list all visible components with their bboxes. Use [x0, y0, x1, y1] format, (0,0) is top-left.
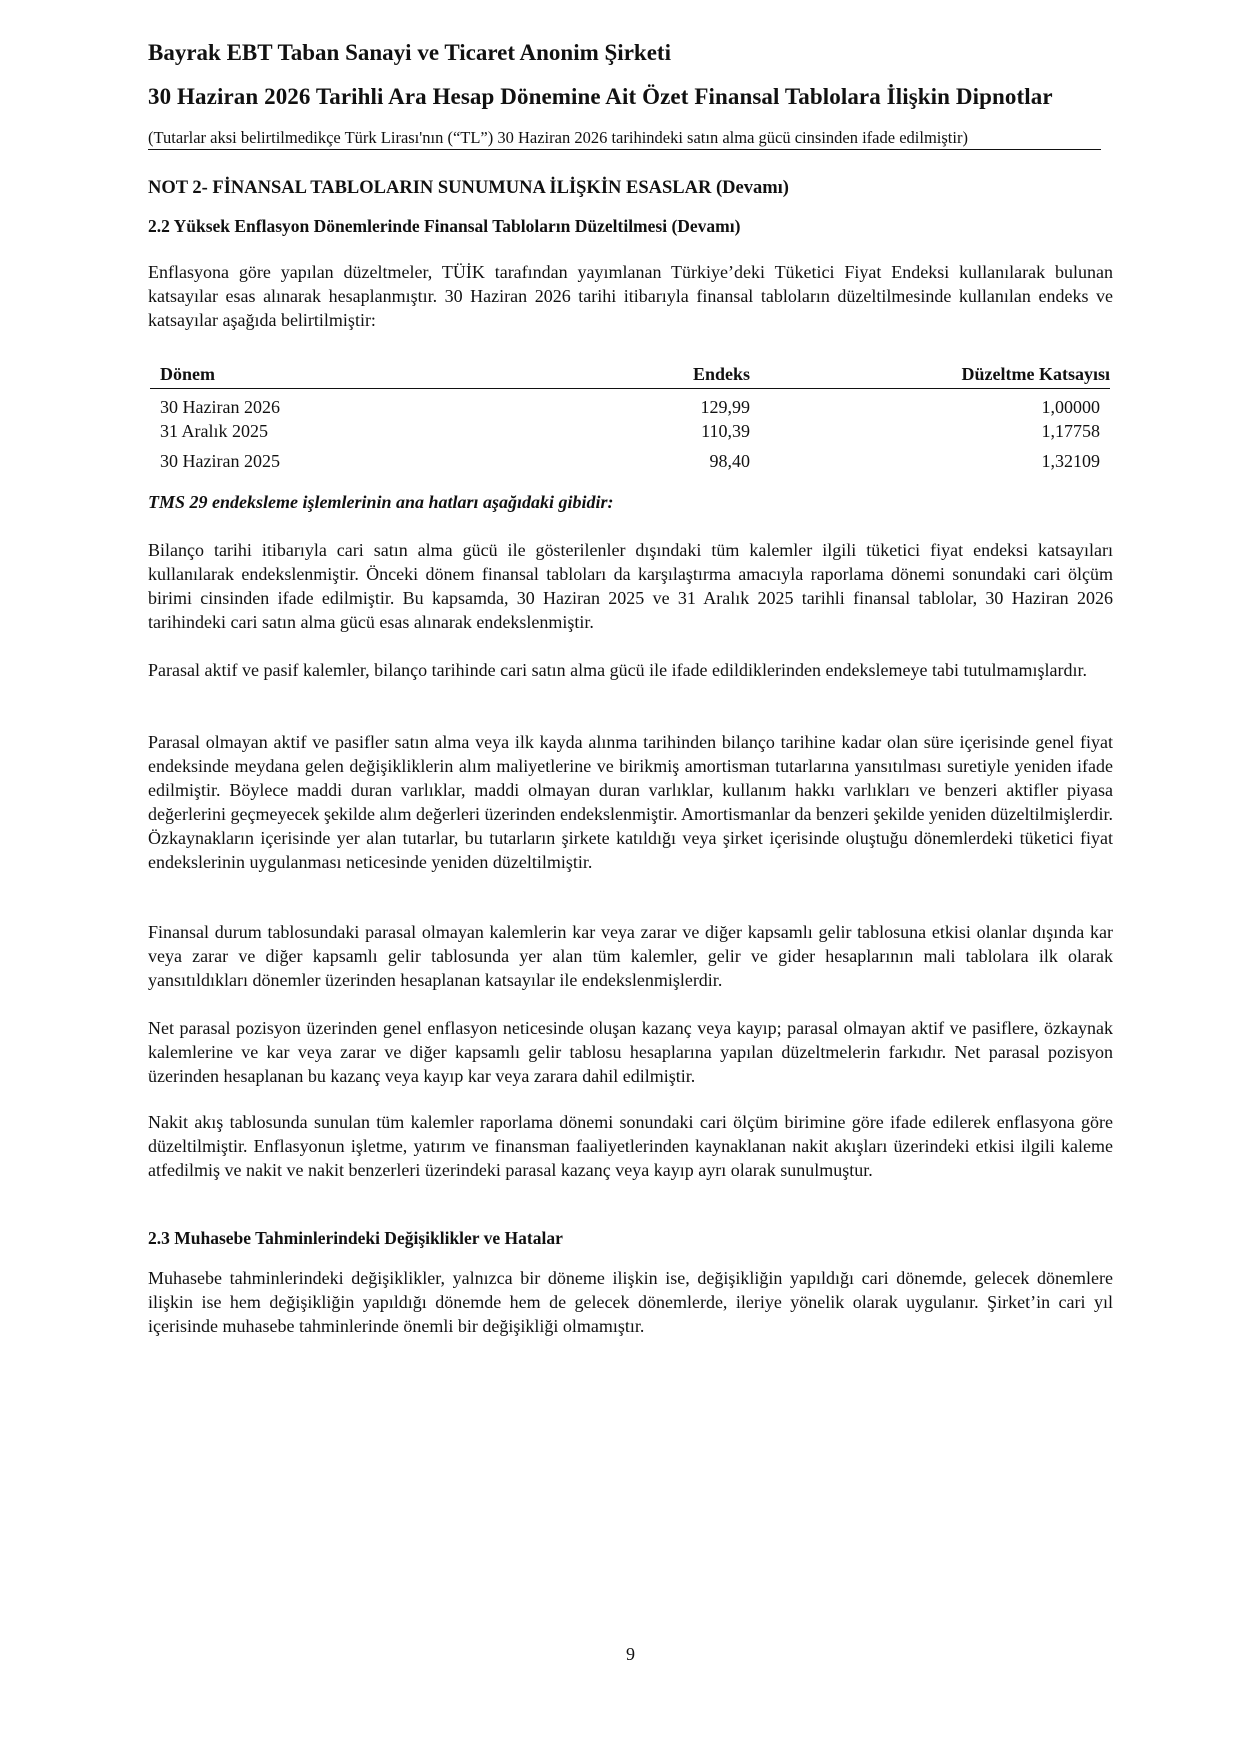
column-header-coefficient: Düzeltme Katsayısı	[750, 362, 1110, 389]
index-cell: 129,99	[700, 396, 750, 417]
period-cell: 31 Aralık 2025	[160, 420, 268, 441]
coefficient-cell: 1,00000	[1041, 396, 1100, 417]
coefficient-cell: 1,17758	[1041, 420, 1100, 441]
section-2-2-intro: Enflasyona göre yapılan düzeltmeler, TÜİK tarafından yayımlanan Türkiye’deki Tüketici Fiyat Endeksi kullanılarak bulunan katsayılar esas alınarak hesaplanmıştır. 30 Haziran 2026 tarihi itibarıyla finansal tabloların düzeltilmesinde kullanılan endeks ve katsayılar aşağıda belirtilmiştir:	[148, 262, 1113, 330]
note-title: NOT 2- FİNANSAL TABLOLARIN SUNUMUNA İLİŞKİN ESASLAR (Devamı)	[148, 178, 789, 198]
paragraph: Net parasal pozisyon üzerinden genel enflasyon neticesinde oluşan kazanç veya kayıp; parasal olmayan aktif ve pasiflere, özkaynak kalemlerine ve kar veya zarar ve diğer kapsamlı gelir tablosu hesaplarına yapılan düzeltmelerin farkıdır. Net parasal pozisyon üzerinden hesaplanan bu kazanç veya kayıp kar veya zarara dahil edilmiştir.	[148, 1018, 1113, 1086]
section-2-2-title: 2.2 Yüksek Enflasyon Dönemlerinde Finansal Tabloların Düzeltilmesi (Devamı)	[148, 216, 741, 236]
coefficient-cell: 1,32109	[1041, 450, 1100, 471]
period-cell: 30 Haziran 2025	[160, 450, 280, 471]
page-number: 9	[626, 1644, 635, 1664]
section-2-3-paragraph: Muhasebe tahminlerindeki değişiklikler, yalnızca bir döneme ilişkin ise, değişikliğin yapıldığı cari dönemde, gelecek dönemlere ilişkin ise hem değişikliğin yapıldığı dönemde hem de gelecek dönemlerde, ileriye yönelik olarak uygulanır. Şirket’in cari yıl içerisinde muhasebe tahminlerinde önemli bir değişikliği olmamıştır.	[148, 1268, 1113, 1336]
document-subtitle: (Tutarlar aksi belirtilmedikçe Türk Lirası'nın (“TL”) 30 Haziran 2026 tarihindeki satın alma gücü cinsinden ifade edilmiştir)	[148, 128, 1101, 150]
index-cell: 98,40	[709, 450, 750, 471]
index-table	[150, 362, 1110, 473]
company-name: Bayrak EBT Taban Sanayi ve Ticaret Anonim Şirketi	[148, 40, 671, 65]
table-row	[150, 419, 1110, 443]
tms29-heading: TMS 29 endeksleme işlemlerinin ana hatları aşağıdaki gibidir:	[148, 492, 614, 512]
column-header-index: Endeks	[550, 362, 750, 389]
table-row	[150, 443, 1110, 473]
paragraph: Bilanço tarihi itibarıyla cari satın alma gücü ile gösterilenler dışındaki tüm kalemler ilgili tüketici fiyat endeksi katsayıları kullanılarak endekslenmiştir. Önceki dönem finansal tabloları da karşılaştırma amacıyla raporlama dönemi sonundaki cari ölçüm birimi cinsinden ifade edilmiştir. Bu kapsamda, 30 Haziran 2025 ve 31 Aralık 2025 tarihli finansal tablolar, 30 Haziran 2026 tarihindeki cari satın alma gücü esas alınarak endekslenmiştir.	[148, 540, 1113, 632]
column-header-period: Dönem	[150, 362, 550, 389]
table-header-row	[150, 362, 1110, 389]
document-title: 30 Haziran 2026 Tarihli Ara Hesap Dönemine Ait Özet Finansal Tablolara İlişkin Dipnotlar	[148, 84, 1053, 109]
index-cell: 110,39	[701, 420, 750, 441]
period-cell: 30 Haziran 2026	[160, 396, 280, 417]
paragraph: Nakit akış tablosunda sunulan tüm kalemler raporlama dönemi sonundaki cari ölçüm birimine göre ifade edilerek enflasyona göre düzeltilmiştir. Enflasyonun işletme, yatırım ve finansman faaliyetlerinden kaynaklanan nakit akışları üzerindeki etkisi ilgili kaleme atfedilmiş ve nakit ve nakit benzerleri üzerindeki parasal kazanç veya kayıp ayrı olarak sunulmuştur.	[148, 1112, 1113, 1180]
paragraph: Parasal aktif ve pasif kalemler, bilanço tarihinde cari satın alma gücü ile ifade edildiklerinden endekslemeye tabi tutulmamışlardır.	[148, 660, 1087, 680]
section-2-3-title: 2.3 Muhasebe Tahminlerindeki Değişiklikler ve Hatalar	[148, 1228, 563, 1248]
paragraph: Parasal olmayan aktif ve pasifler satın alma veya ilk kayda alınma tarihinden bilanço tarihine kadar olan süre içerisinde genel fiyat endeksinde meydana gelen değişikliklerin alım maliyetlerine ve birikmiş amortisman tutarlarına yansıtılması suretiyle yeniden ifade edilmiştir. Böylece maddi duran varlıklar, maddi olmayan duran varlıklar, kullanım hakkı varlıkları ve benzeri aktifler piyasa değerlerini geçmeyecek şekilde alım değerleri üzerinden endekslenmiştir. Amortismanlar da benzeri şekilde yeniden düzeltilmişlerdir. Özkaynakların içerisinde yer alan tutarlar, bu tutarların şirkete katıldığı veya şirket içerisinde oluştuğu dönemlerdeki tüketici fiyat endekslerinin uygulanması neticesinde yeniden düzeltilmiştir.	[148, 732, 1113, 872]
table-row	[150, 389, 1110, 420]
paragraph: Finansal durum tablosundaki parasal olmayan kalemlerin kar veya zarar ve diğer kapsamlı gelir tablosuna etkisi olanlar dışında kar veya zarar ve diğer kapsamlı gelir tablosunda yer alan tüm kalemler, gelir ve gider hesaplarının mali tablolara ilk olarak yansıtıldıkları dönemler üzerinden hesaplanan katsayılar ile endekslenmişlerdir.	[148, 922, 1113, 990]
